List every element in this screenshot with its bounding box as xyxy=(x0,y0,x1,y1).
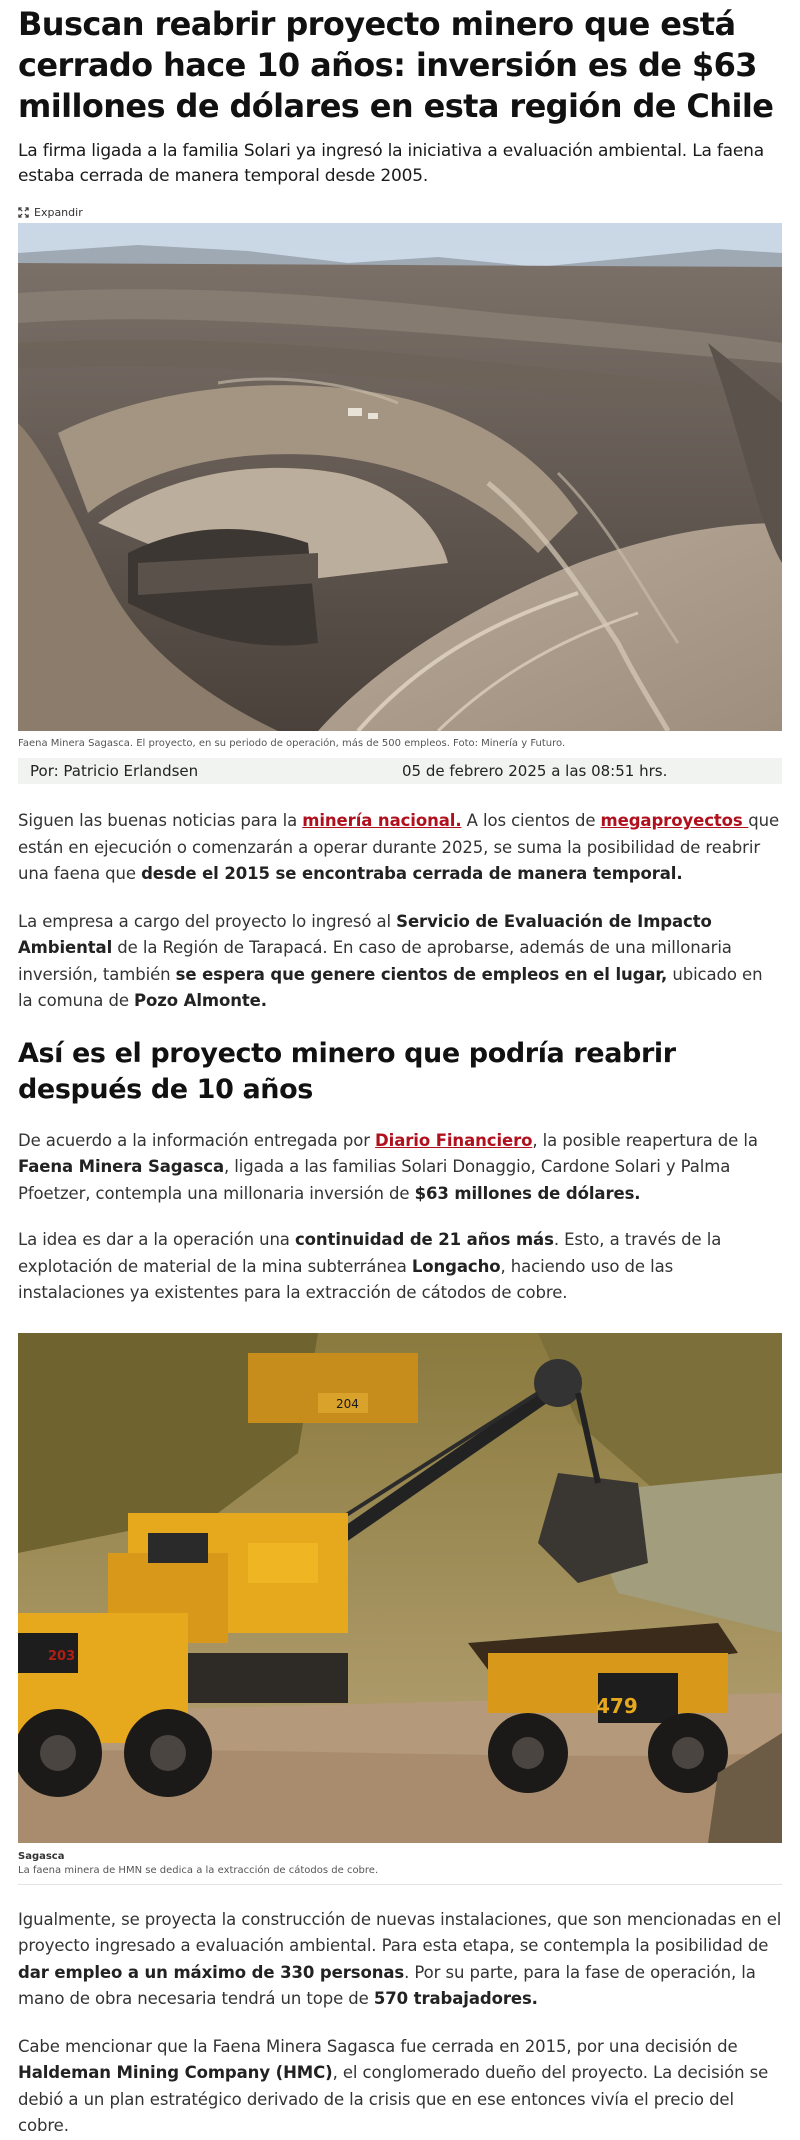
bold-text: dar empleo a un máximo de 330 personas xyxy=(18,1962,405,1982)
link-megaproyectos[interactable]: megaproyectos xyxy=(600,811,749,830)
text: , ligada a las familias Solari Donaggio, Cardone Solari y Palma Pfoetzer, contempla una millonaria inversión de xyxy=(18,1157,731,1203)
author-name: Por: Patricio Erlandsen xyxy=(30,762,199,780)
article xyxy=(18,0,782,2140)
bold-text: desde el 2015 se encontraba cerrada de manera temporal. xyxy=(141,864,683,883)
text: . Esto, a través de la explotación de material de la mina subterránea xyxy=(18,1230,722,1276)
text: La empresa a cargo del proyecto lo ingresó al xyxy=(18,911,397,931)
bold-text: 570 trabajadores. xyxy=(373,1989,538,2008)
bold-text: Longacho xyxy=(411,1256,501,1276)
bold-text: Servicio de Evaluación de Impacto Ambiental xyxy=(18,911,712,957)
text: La idea es dar a la operación una xyxy=(18,1230,295,1249)
text: Igualmente, se proyecta la construcción de nuevas instalaciones, que son mencionadas en el proyecto ingresado a evaluación ambiental. Para esta etapa, se contempla la posibilidad de xyxy=(18,1909,782,1955)
expand-arrows-icon xyxy=(18,207,29,218)
main-photo-caption: Faena Minera Sagasca. El proyecto, en su periodo de operación, más de 500 empleos. Foto: Minería y Futuro. xyxy=(18,738,566,749)
expand-label: Expandir xyxy=(34,205,83,219)
divider xyxy=(18,1884,782,1885)
publish-date: 05 de febrero 2025 a las 08:51 hrs. xyxy=(402,762,668,780)
paragraph-5 xyxy=(18,1907,782,2013)
bold-text: Haldeman Mining Company (HMC) xyxy=(18,2063,333,2082)
open-pit-mine-image xyxy=(18,223,782,731)
link-diario-financiero[interactable]: Diario Financiero xyxy=(375,1130,533,1150)
text: , la posible reapertura de la xyxy=(532,1130,758,1150)
section-heading: Así es el proyecto minero que podría reabrir después de 10 años xyxy=(18,1037,676,1105)
text: de la Región de Tarapacá. En caso de aprobarse, además de una millonaria inversión, también xyxy=(18,938,732,984)
paragraph-3 xyxy=(18,1128,782,1208)
equipment-photo-caption: La faena minera de HMN se dedica a la extracción de cátodos de cobre. xyxy=(18,1864,379,1876)
bold-text: $63 millones de dólares. xyxy=(414,1183,641,1203)
paragraph-1 xyxy=(18,808,782,888)
equipment-photo[interactable] xyxy=(18,1333,782,1843)
byline-bar xyxy=(18,758,782,784)
text: que están en ejecución o comenzarán a operar durante 2025, se suma la posibilidad de reabrir una faena que xyxy=(18,811,780,883)
article-headline: Buscan reabrir proyecto minero que está cerrado hace 10 años: inversión es de $63 millones de dólares en esta región de Chile xyxy=(18,5,774,125)
bold-text: continuidad de 21 años más xyxy=(294,1230,554,1249)
text: A los cientos de xyxy=(461,811,601,830)
paragraph-6 xyxy=(18,2034,782,2140)
bold-text: Faena Minera Sagasca xyxy=(18,1157,224,1176)
expand-image-button[interactable] xyxy=(18,205,782,219)
paragraph-4 xyxy=(18,1227,782,1307)
article-summary: La firma ligada a la familia Solari ya ingresó la iniciativa a evaluación ambiental. La faena estaba cerrada de manera temporal desde 2005. xyxy=(18,141,764,186)
paragraph-2 xyxy=(18,909,782,1015)
text: Siguen las buenas noticias para la xyxy=(18,811,303,830)
text: , haciendo uso de las instalaciones ya existentes para la extracción de cátodos de cobre. xyxy=(18,1256,674,1302)
text: , el conglomerado dueño del proyecto. La decisión se debió a un plan estratégico derivado de la crisis que en ese entonces vivía el precio del cobre. xyxy=(18,2063,769,2135)
bold-text: Pozo Almonte. xyxy=(134,991,267,1010)
truck-right-number: 479 xyxy=(596,1693,638,1718)
text: . Por su parte, para la fase de operación, la mano de obra necesaria tendrá un tope de xyxy=(18,1962,756,2008)
shovel-number: 204 xyxy=(336,1396,359,1411)
main-photo[interactable] xyxy=(18,223,782,731)
text: ubicado en la comuna de xyxy=(18,964,763,1010)
text: Cabe mencionar que la Faena Minera Sagasca fue cerrada en 2015, por una decisión de xyxy=(18,2036,738,2056)
truck-left-number: 203 xyxy=(48,1648,76,1664)
link-mineria-nacional[interactable]: minería nacional. xyxy=(302,811,462,830)
bold-text: se espera que genere cientos de empleos en el lugar, xyxy=(175,964,668,984)
text: De acuerdo a la información entregada por xyxy=(18,1130,376,1150)
mining-trucks-image xyxy=(18,1333,782,1843)
equipment-photo-title: Sagasca xyxy=(18,1850,65,1862)
